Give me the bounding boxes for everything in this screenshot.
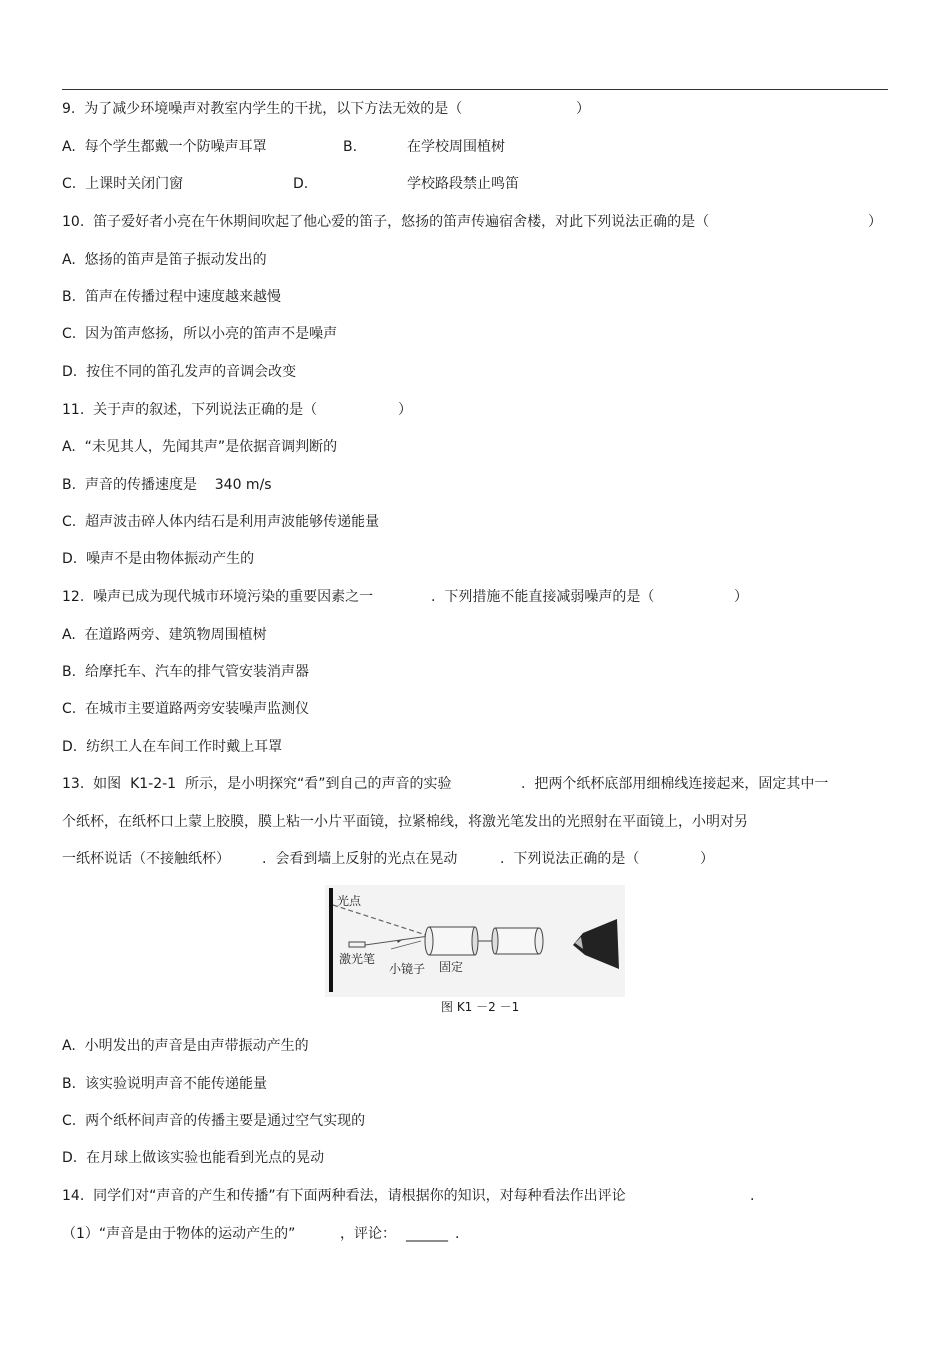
q11-option-b: B. 声音的传播速度是 340 m/s: [62, 477, 272, 493]
q12-option-b: B. 给摩托车、汽车的排气管安装消声器: [62, 664, 309, 680]
q12-stem: 12. 噪声已成为现代城市环境污染的重要因素之一: [62, 589, 374, 605]
q14-sub1-answer-blank[interactable]: ______: [406, 1226, 448, 1242]
figure-caption: 图 K1 －2 －1: [441, 1000, 520, 1014]
q12-stem-cont: . 下列措施不能直接减弱噪声的是（: [431, 589, 655, 605]
q11-stem: 11. 关于声的叙述，下列说法正确的是（: [62, 402, 318, 418]
q13-line-1-cont: . 把两个纸杯底部用细棉线连接起来，固定其中一: [521, 776, 829, 792]
q14-sub1-end: .: [455, 1226, 460, 1242]
q13-paren-close: ）: [700, 851, 714, 867]
q13-line-2: 个纸杯，在纸杯口上蒙上胶膜，膜上粘一小片平面镜，拉紧棉线，将激光笔发出的光照射在平面镜上，小明对另: [62, 814, 748, 830]
q13-line-3-mid: . 会看到墙上反射的光点在晃动: [262, 851, 458, 867]
q10-option-c: C. 因为笛声悠扬，所以小亮的笛声不是噪声: [62, 326, 338, 342]
q10-option-a: A. 悠扬的笛声是笛子振动发出的: [62, 252, 267, 268]
q9-option-b-label: B.: [343, 139, 358, 155]
q13-line-1: 13. 如图 K1-2-1 所示，是小明探究“看”到自己的声音的实验: [62, 776, 452, 792]
fixed-cup: [429, 927, 475, 955]
q13-line-3-end: . 下列说法正确的是（: [500, 851, 640, 867]
q11-option-c: C. 超声波击碎人体内结石是利用声波能够传递能量: [62, 514, 380, 530]
speaking-cup: [495, 928, 539, 954]
header-rule: [62, 89, 888, 90]
fixed-cup-mouth: [425, 927, 433, 955]
q9-option-a: A. 每个学生都戴一个防噪声耳罩: [62, 139, 267, 155]
q10-stem: 10. 笛子爱好者小亮在午休期间吹起了他心爱的笛子，悠扬的笛声传遍宿舍楼，对此下列说法正确的是（: [62, 214, 710, 230]
q13-line-3: 一纸杯说话（不接触纸杯）: [62, 851, 230, 867]
fixed-cup-base: [472, 927, 478, 955]
q9-stem: 9. 为了减少环境噪声对教室内学生的干扰，以下方法无效的是（: [62, 101, 463, 117]
wall: [329, 888, 333, 992]
q14-sub1: （1）“声音是由于物体的运动产生的”: [62, 1226, 296, 1242]
q10-paren-close: ）: [868, 214, 882, 230]
label-laser-pen: 激光笔: [339, 952, 376, 966]
label-fixed: 固定: [439, 960, 464, 974]
q9-option-c: C. 上课时关闭门窗: [62, 176, 184, 192]
q9-option-d-label: D.: [293, 176, 309, 192]
q12-option-d: D. 纺织工人在车间工作时戴上耳罩: [62, 739, 283, 755]
q11-paren-close: ）: [398, 402, 412, 418]
q13-option-a: A. 小明发出的声音是由声带振动产生的: [62, 1038, 309, 1054]
q10-option-d: D. 按住不同的笛孔发声的音调会改变: [62, 364, 297, 380]
q11-option-a: A. “未见其人，先闻其声”是依据音调判断的: [62, 439, 338, 455]
q9-option-d-text: 学校路段禁止鸣笛: [407, 176, 519, 192]
q10-option-b: B. 笛声在传播过程中速度越来越慢: [62, 289, 281, 305]
q14-stem-end: .: [750, 1188, 755, 1204]
q12-paren-close: ）: [734, 589, 748, 605]
q12-option-a: A. 在道路两旁、建筑物周围植树: [62, 627, 267, 643]
q13-option-c: C. 两个纸杯间声音的传播主要是通过空气实现的: [62, 1113, 366, 1129]
q11-option-d: D. 噪声不是由物体振动产生的: [62, 551, 255, 567]
speaking-cup-mouth: [535, 928, 543, 954]
q12-option-c: C. 在城市主要道路两旁安装噪声监测仪: [62, 701, 310, 717]
q14-sub1-comment: ，评论：: [340, 1226, 396, 1242]
speaking-cup-base: [492, 928, 498, 954]
label-small-mirror: 小镜子: [389, 962, 426, 976]
q9-option-b-text: 在学校周围植树: [407, 139, 505, 155]
q9-paren-close: ）: [576, 101, 590, 117]
q13-option-b: B. 该实验说明声音不能传递能量: [62, 1076, 267, 1092]
label-light-spot: 光点: [337, 894, 362, 908]
q14-stem: 14. 同学们对“声音的产生和传播”有下面两种看法，请根据你的知识，对每种看法作出评论: [62, 1188, 626, 1204]
q13-option-d: D. 在月球上做该实验也能看到光点的晃动: [62, 1150, 325, 1166]
experiment-figure: [325, 885, 625, 997]
